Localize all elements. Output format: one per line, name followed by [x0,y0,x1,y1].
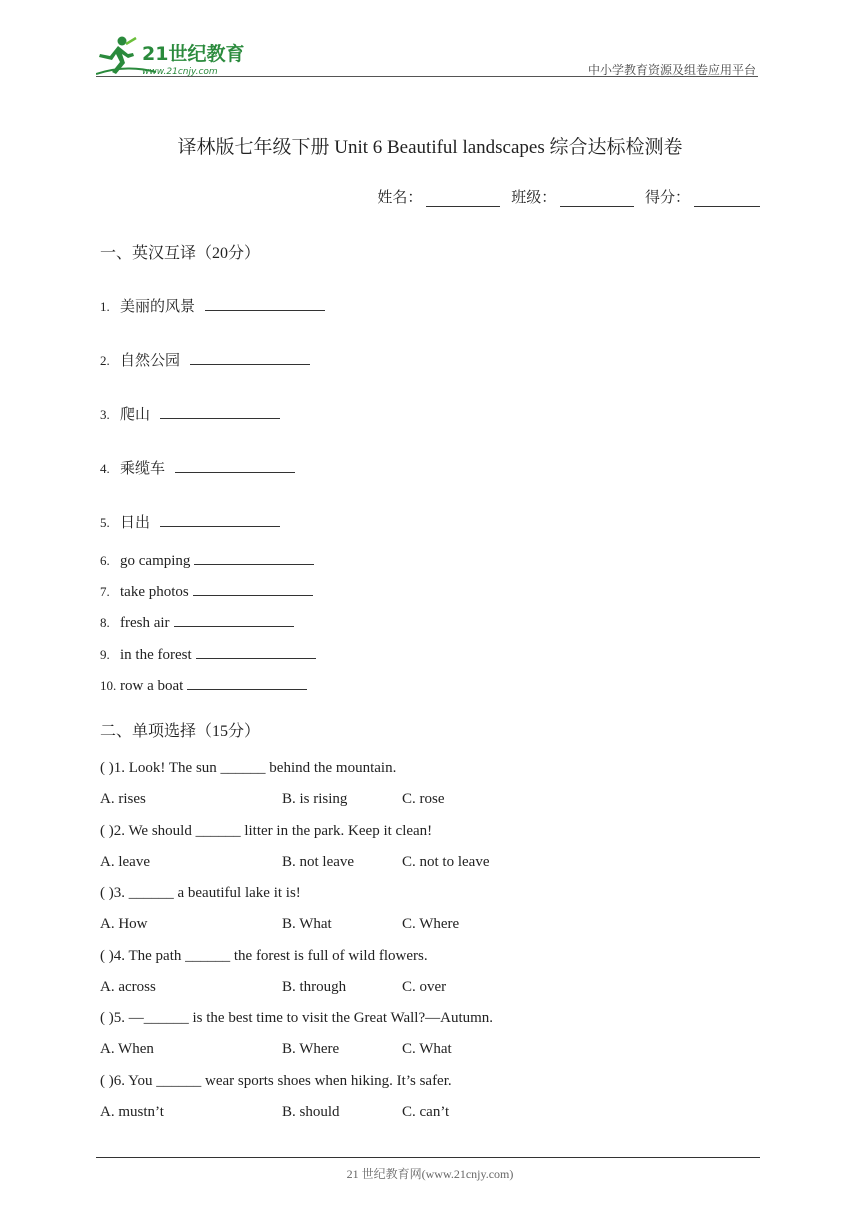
answer-blank[interactable] [205,298,325,311]
item-text: go camping [120,553,191,569]
question-stem: ( )4. The path ______ the forest is full of wild flowers. [100,947,428,964]
logo-text: 21世纪教育 [142,43,245,65]
answer-blank[interactable] [194,552,314,565]
question-stem: ( )5. —______ is the best time to visit the Great Wall?—Autumn. [100,1010,494,1026]
option-b[interactable]: B. Where [282,1041,340,1057]
site-logo [96,34,266,78]
item-number: 5. [100,515,110,530]
item-number: 9. [100,647,110,662]
item-text: 日出 [120,513,151,531]
option-a[interactable]: A. When [100,1041,154,1057]
option-c[interactable]: C. rose [402,791,445,807]
name-field[interactable] [426,192,500,207]
translate-item [100,349,310,370]
question-stem: ( )3. ______ a beautiful lake it is! [100,885,301,901]
translate-item [100,295,325,316]
item-number: 6. [100,553,110,568]
translate-item [100,614,294,632]
answer-blank[interactable] [190,352,310,365]
question-stem: ( )6. You ______ wear sports shoes when hiking. It’s safer. [100,1072,452,1089]
student-info [377,186,760,207]
option-b[interactable]: B. should [282,1103,340,1120]
item-text: row a boat [120,678,184,694]
answer-blank[interactable] [187,677,307,690]
option-a[interactable]: A. across [100,978,156,995]
item-number: 10. [100,678,117,693]
option-b[interactable]: B. through [282,978,347,995]
option-c[interactable]: C. can’t [402,1103,450,1120]
item-number: 8. [100,615,110,630]
answer-blank[interactable] [175,460,295,473]
section-heading: 一、英汉互译（20分） [100,243,261,262]
option-c[interactable]: C. Where [402,916,460,932]
option-a[interactable]: A. How [100,916,148,932]
name-label: 姓名： [377,188,423,206]
translate-item [100,646,316,664]
class-label: 班级： [511,188,557,206]
answer-blank[interactable] [160,406,280,419]
section-heading: 二、单项选择（15分） [100,721,261,740]
translate-item [100,511,280,532]
translate-item [100,583,313,601]
item-text: take photos [120,584,189,600]
page-header [96,28,760,76]
option-b[interactable]: B. not leave [282,853,355,870]
item-number: 1. [100,299,110,314]
option-a[interactable]: A. leave [100,853,150,870]
item-text: 自然公园 [120,351,181,369]
option-c[interactable]: C. What [402,1041,452,1057]
question-stem: ( )1. Look! The sun ______ behind the mountain. [100,760,397,776]
option-a[interactable]: A. mustn’t [100,1103,164,1120]
option-b[interactable]: B. is rising [282,791,348,807]
item-number: 4. [100,461,110,476]
question-stem: ( )2. We should ______ litter in the park. Keep it clean! [100,822,433,839]
page-footer: 21 世纪教育网(www.21cnjy.com) [346,1167,514,1181]
item-text: 爬山 [120,405,151,423]
item-number: 2. [100,353,110,368]
platform-name: 中小学教育资源及组卷应用平台 [587,63,756,77]
translate-item [100,457,295,478]
item-number: 3. [100,407,110,422]
score-field[interactable] [694,192,760,207]
translate-item [100,677,307,695]
score-label: 得分： [644,188,690,206]
footer-divider [96,1157,760,1158]
page-title: 译林版七年级下册 Unit 6 Beautiful landscapes 综合达标检测卷 [177,137,683,158]
item-number: 7. [100,584,110,599]
option-a[interactable]: A. rises [100,791,146,807]
answer-blank[interactable] [193,583,313,596]
option-c[interactable]: C. not to leave [402,853,490,870]
answer-blank[interactable] [160,514,280,527]
item-text: fresh air [120,615,170,631]
answer-blank[interactable] [174,614,294,627]
option-c[interactable]: C. over [402,978,447,995]
class-field[interactable] [560,192,634,207]
item-text: 乘缆车 [120,459,166,477]
item-text: in the forest [120,647,192,663]
answer-blank[interactable] [196,646,316,659]
logo-url: www.21cnjy.com [142,67,218,77]
translate-item [100,403,280,424]
header-divider [96,76,758,77]
translate-item [100,552,314,570]
option-b[interactable]: B. What [282,916,332,932]
item-text: 美丽的风景 [120,297,196,315]
